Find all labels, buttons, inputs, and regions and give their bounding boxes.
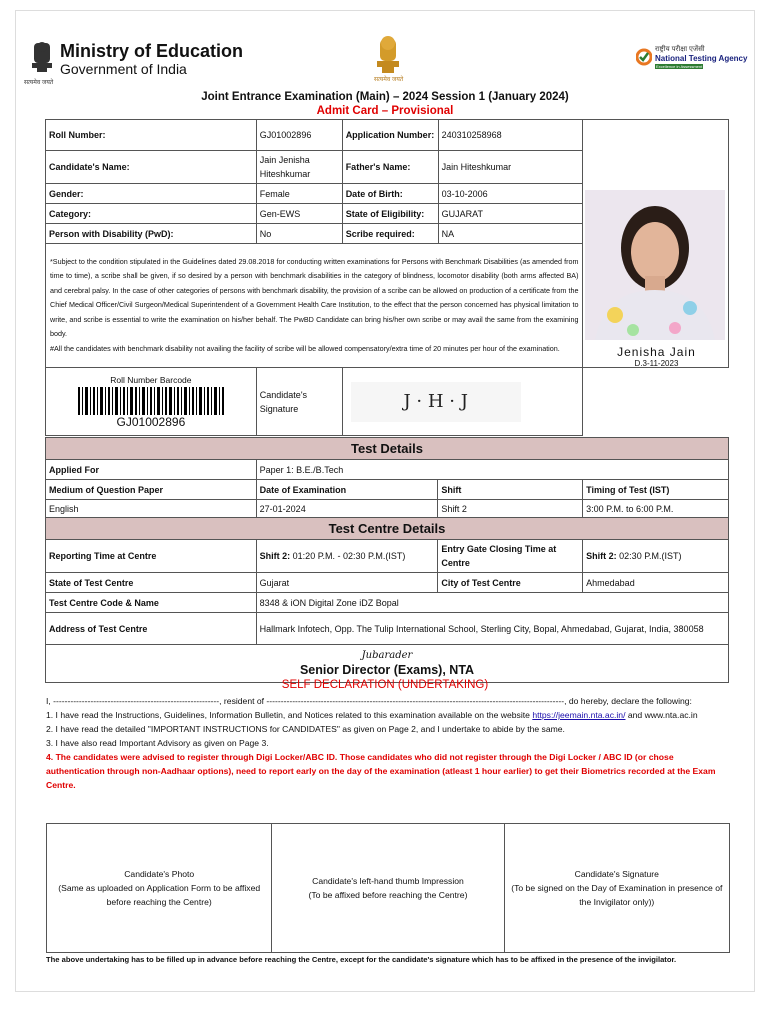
portrait-image [585,190,725,340]
roll-label: Roll Number: [46,120,257,151]
gate-value [583,540,729,573]
centre-city-label: City of Test Centre [438,573,583,593]
timing-label: Timing of Test (IST) [583,480,729,500]
thumb-box-title: Candidate's left-hand thumb Impression [312,876,464,886]
state-eligibility-value: GUJARAT [438,204,583,224]
candidate-photo [585,190,725,340]
declaration-item-1-text: 1. I have read the Instructions, Guidelines, Information Bulletin, and Notices related to this examination available on the website [46,710,533,720]
date-value: 27-01-2024 [256,500,438,518]
father-value: Jain Hiteshkumar [438,151,583,184]
centre-details-heading: Test Centre Details [46,518,729,540]
reporting-value [256,540,438,573]
photo-box-title: Candidate's Photo [124,869,195,879]
reporting-shift: Shift 2: [259,551,291,561]
thumb-box [272,824,504,953]
shift-label: Shift [438,480,583,500]
application-label: Application Number: [342,120,438,151]
signature-box [504,824,729,953]
scribe-value: NA [438,224,583,244]
photo-box [47,824,272,953]
nta-tagline: Excellence in Assessment [656,64,703,69]
reporting-label: Reporting Time at Centre [46,540,257,573]
centre-address-label: Address of Test Centre [46,613,257,645]
director-title: Senior Director (Exams), NTA [299,662,475,677]
pwd-value: No [256,224,342,244]
ministry-logo [28,39,56,79]
signature-box-title: Candidate's Signature [574,869,659,879]
reporting-time: 01:20 P.M. - 02:30 P.M.(IST) [292,551,406,561]
barcode-label: Roll Number Barcode [110,374,192,385]
barcode-icon [76,387,226,415]
roll-value: GJ01002896 [256,120,342,151]
director-cell [46,645,729,683]
nta-logo-icon [636,47,652,67]
thumb-box-note: (To be affixed before reaching the Centre) [308,890,468,900]
declaration-heading: SELF DECLARATION (UNDERTAKING) [281,679,489,691]
category-label: Category: [46,204,257,224]
test-details-table [45,437,729,683]
gender-label: Gender: [46,184,257,204]
declaration-body [46,694,730,792]
gender-value: Female [256,184,342,204]
centre-code-value: 8348 & iON Digital Zone iDZ Bopal [256,593,728,613]
exam-title: Joint Entrance Examination (Main) – 2024 Session 1 (January 2024) [201,91,569,103]
applied-for-label: Applied For [46,460,257,480]
applied-for-value: Paper 1: B.E./B.Tech [256,460,728,480]
centre-code-label: Test Centre Code & Name [46,593,257,613]
centre-address-value: Hallmark Infotech, Opp. The Tulip International School, Sterling City, Bopal, Ahmedabad, Gujarat, India, 380058 [256,613,728,645]
photo-caption-date: D.3-11-2023 [634,359,679,368]
candidate-signature-image: J · H · J [351,382,521,422]
name-value: Jain Jenisha Hiteshkumar [256,151,342,184]
pwd-note-1: *Subject to the condition stipulated in the Guidelines dated 29.08.2018 for conducting written examinations for Persons with Benchmark Disabilities (as amended from time to time), a scribe shall be given, if so desired by a person with benchmark disabilities in the category of blindness, locomotor disability (both arms affected BA) and cerebral palsy. In the case of other categories of persons with benchmark disability, the provision of a scribe can be allowed on production of a certificate from the Chief Medical Officer/Civil Surgeon/Medical Superintendent of a Government Health Care Institution, to the effect that the person concerned has physical limitation to write, and scribe is essential to write the examination on his/her behalf. The PwBD Candidate can bring his/her own scribe or may avail the same from the examining body. [50,256,579,339]
gate-time: 02:30 P.M.(IST) [619,551,682,561]
candidate-details-table [45,119,729,436]
admit-card-subtitle: Admit Card – Provisional [316,105,454,117]
declaration-item-3: 3. I have also read Important Advisory as given on Page 3. [46,738,269,748]
director-signature: Jubarader [361,649,413,661]
declaration-item-1 [46,708,730,722]
pwd-label: Person with Disability (PwD): [46,224,257,244]
jeemain-link[interactable]: https://jeemain.nta.ac.in/ [532,710,626,720]
declaration-item-1-end: and www.nta.ac.in [625,710,698,720]
government-title: Government of India [60,61,187,77]
centre-state-value: Gujarat [256,573,438,593]
emblem-icon [28,39,56,79]
timing-value: 3:00 P.M. to 6:00 P.M. [583,500,729,518]
pwd-note-2: #All the candidates with benchmark disability not availing the facility of scribe will be allowed compensatory/extra time of 20 minutes per hour of the examination. [50,343,560,353]
photo-box-note: (Same as uploaded on Application Form to be affixed before reaching the Centre) [58,883,261,907]
medium-value: English [46,500,257,518]
footer-note: The above undertaking has to be filled up in advance before reaching the Centre, except for the candidate's signature which has to be affixed in the presence of the invigilator. [46,955,677,964]
affix-boxes-table [46,823,730,953]
dob-label: Date of Birth: [342,184,438,204]
father-label: Father's Name: [342,151,438,184]
centre-city-value: Ahmedabad [583,573,729,593]
candidate-photo-cell [583,120,729,368]
photo-caption-name: Jenisha Jain [617,345,696,359]
medium-label: Medium of Question Paper [46,480,257,500]
pwd-note [46,244,583,368]
signature-cell [342,368,583,436]
state-eligibility-label: State of Eligibility: [342,204,438,224]
name-label: Candidate's Name: [46,151,257,184]
date-label: Date of Examination [256,480,438,500]
ministry-title: Ministry of Education [60,41,244,61]
admit-card-page [15,10,755,992]
barcode-value: GJ01002896 [116,414,186,429]
category-value: Gen-EWS [256,204,342,224]
centre-state-label: State of Test Centre [46,573,257,593]
dob-value: 03-10-2006 [438,184,583,204]
declaration-item-4 [46,750,730,792]
application-value: 240310258968 [438,120,583,151]
emblem-motto: सत्यमेव जयते [374,77,404,83]
declaration-item-4-number: 4. [46,752,56,762]
gate-label: Entry Gate Closing Time at Centre [438,540,583,573]
barcode-cell [46,368,257,436]
motto-text: सत्यमेव जयते [24,80,54,86]
signature-label: Candidate's Signature [256,368,342,436]
nta-english: National Testing Agency [655,54,748,63]
declaration-intro: I, ----------------------------------------------------------, resident of --------------------------------------------------------------------------------------------------------, do hereby, declare the following: [46,696,692,706]
gate-shift: Shift 2: [586,551,617,561]
shift-value: Shift 2 [438,500,583,518]
scribe-label: Scribe required: [342,224,438,244]
test-details-heading: Test Details [46,438,729,460]
declaration-item-2: 2. I have read the detailed "IMPORTANT INSTRUCTIONS for CANDIDATES" as given on Page 2, and I undertake to abide by the same. [46,724,565,734]
nta-hindi: राष्ट्रीय परीक्षा एजेंसी [655,46,705,53]
declaration-item-4-text: The candidates were advised to register through Digi Locker/ABC ID. Those candidates who did not register through the Digi Locker / ABC ID (or chose authentication through non-Aadhaar options), need to report early on the day of the examination (atleast 1 hour earlier) to get their Biometrics recorded at the Exam Centre. [46,752,716,790]
signature-box-note: (To be signed on the Day of Examination in presence of the Invigilator only)) [511,883,723,907]
